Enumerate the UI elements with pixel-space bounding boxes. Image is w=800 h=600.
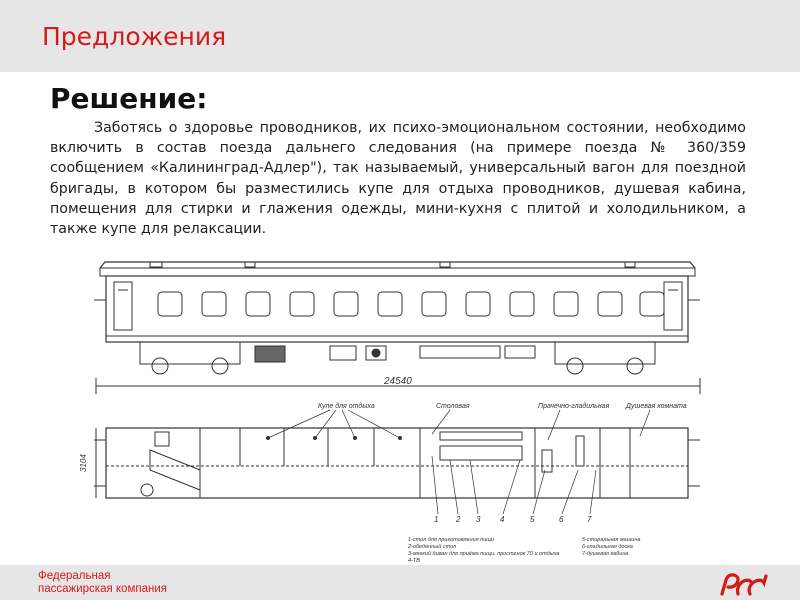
car-side-view	[94, 262, 700, 394]
legend-item: 6-гладильная доска	[582, 544, 633, 550]
underframe	[94, 300, 700, 374]
marker-number: 1	[434, 515, 439, 524]
width-dimension: 3104	[79, 454, 88, 472]
drawing-legend	[407, 537, 640, 564]
marker-number: 4	[500, 515, 505, 524]
legend-item: 7-душевая кабина	[582, 551, 629, 557]
marker-number: 7	[587, 515, 592, 524]
legend-item: 1-стол для приготовления пищи	[408, 537, 494, 543]
callout-rest-compartment: Купе для отдыха	[318, 403, 375, 410]
callout-dining: Столовая	[436, 403, 470, 410]
car-plan-view	[79, 428, 700, 498]
callout-laundry: Прачечно-гладильная	[538, 403, 610, 410]
length-dimension: 24540	[384, 376, 412, 387]
legend-item: 5-стиральная машина	[582, 537, 641, 543]
company-name	[38, 570, 167, 596]
page-title: Предложения	[42, 22, 227, 51]
legend-item: 2-обеденный стол	[408, 544, 457, 550]
marker-number: 2	[456, 515, 461, 524]
legend-item: 4-ТВ	[408, 558, 420, 564]
callout-shower: Душевая комната	[626, 403, 687, 410]
marker-number: 6	[559, 515, 564, 524]
legend-item: 3-мягкий диван для приёма пищи, простенок 70 и отдыха	[408, 551, 560, 557]
company-name-line2: пассажирская компания	[38, 583, 167, 595]
body-paragraph: Заботясь о здоровье проводников, их психо-эмоциональном состоянии, необходимо включить в состав поезда дальнего следования (на примере поезда № 360/359 сообщением «Калининград-Адлер"), так называемый, универсальный вагон для поездной бригады, в котором бы разместились купе для отдыха проводников, душевая кабина, помещения для стирки и глажения одежды, мини-кухня с плитой и холодильником, а также купе для релаксации.	[50, 120, 746, 238]
company-name-line1: Федеральная	[38, 570, 111, 582]
section-heading: Решение:	[50, 82, 208, 115]
rzd-logo-icon	[716, 570, 772, 596]
marker-number: 3	[476, 515, 481, 524]
car-windows	[158, 292, 664, 316]
marker-number: 5	[530, 515, 535, 524]
